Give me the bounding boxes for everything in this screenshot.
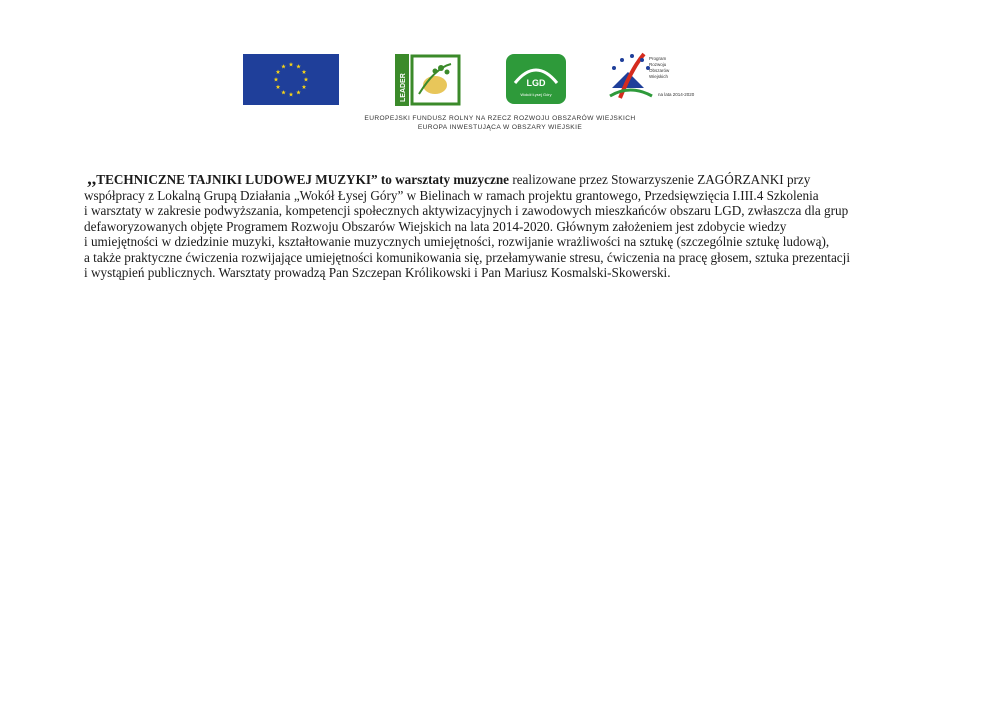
eu-flag-icon <box>243 54 339 105</box>
prow-line-1: Program <box>649 56 667 61</box>
line1-rest: realizowane przez Stowarzyszenie ZAGÓRZANKI przy <box>509 172 811 187</box>
svg-text:Program Rozwoju Ob <box>649 56 695 97</box>
text-line-3: i warsztaty w zakresie podwyższania, kompetencji społecznych aktywizacyjnych i zawodowych mieszkańców obszaru LGD, zwłaszcza dla grup <box>84 203 849 218</box>
text-line-6: a także praktyczne ćwiczenia rozwijające umiejętności komunikowania się, przełamywanie stresu, ćwiczenia na pracę głosem, sztuka prezentacji <box>84 249 850 265</box>
prow-line-4: Wiejskich <box>649 74 669 79</box>
leader-logo-icon <box>395 54 461 106</box>
text-line-7: i wystąpień publicznych. Warsztaty prowadzą Pan Szczepan Królikowski i Pan Mariusz Kosmalski-Skowerski. <box>84 265 671 280</box>
lgd-text: LGD <box>526 78 546 88</box>
text-line-4: defaworyzowanych objęte Programem Rozwoju Obszarów Wiejskich na lata 2014-2020. Głównym założeniem jest zdobycie wiedzy <box>84 218 787 234</box>
text-line-1 <box>84 168 924 188</box>
title-bold: TECHNICZNE TAJNIKI LUDOWEJ MUZYKI” to warsztaty muzyczne <box>96 172 510 187</box>
funding-caption-line2: EUROPA INWESTUJĄCA W OBSZARY WIEJSKIE <box>417 124 583 131</box>
opening-quote: ,, <box>87 168 97 188</box>
leader-text: LEADER <box>400 73 407 102</box>
lgd-subtext: Wokół Łysej Góry <box>520 92 552 97</box>
prow-line-2: Rozwoju <box>649 62 667 67</box>
funding-caption-line1: EUROPEJSKI FUNDUSZ ROLNY NA RZECZ ROZWOJU OBSZARÓW WIEJSKICH <box>364 115 636 122</box>
logo-strip <box>0 0 1000 140</box>
announcement-text <box>84 168 924 281</box>
text-line-2: współpracy z Lokalną Grupą Działania „Wokół Łysej Góry” w Bielinach w ramach projektu grantowego, Przedsięwzięcia I.III.4 Szkolenia <box>84 187 819 203</box>
lgd-logo-icon <box>505 53 567 105</box>
prow-line-5: na lata 2014-2020 <box>658 92 695 97</box>
prow-line-3: Obszarów <box>649 68 670 73</box>
text-line-5: i umiejętności w dziedzinie muzyki, kształtowanie muzycznych umiejętności, rozwijanie wrażliwości na sztukę (szczególnie sztukę ludową), <box>84 234 830 249</box>
prow-logo-icon <box>606 48 714 102</box>
